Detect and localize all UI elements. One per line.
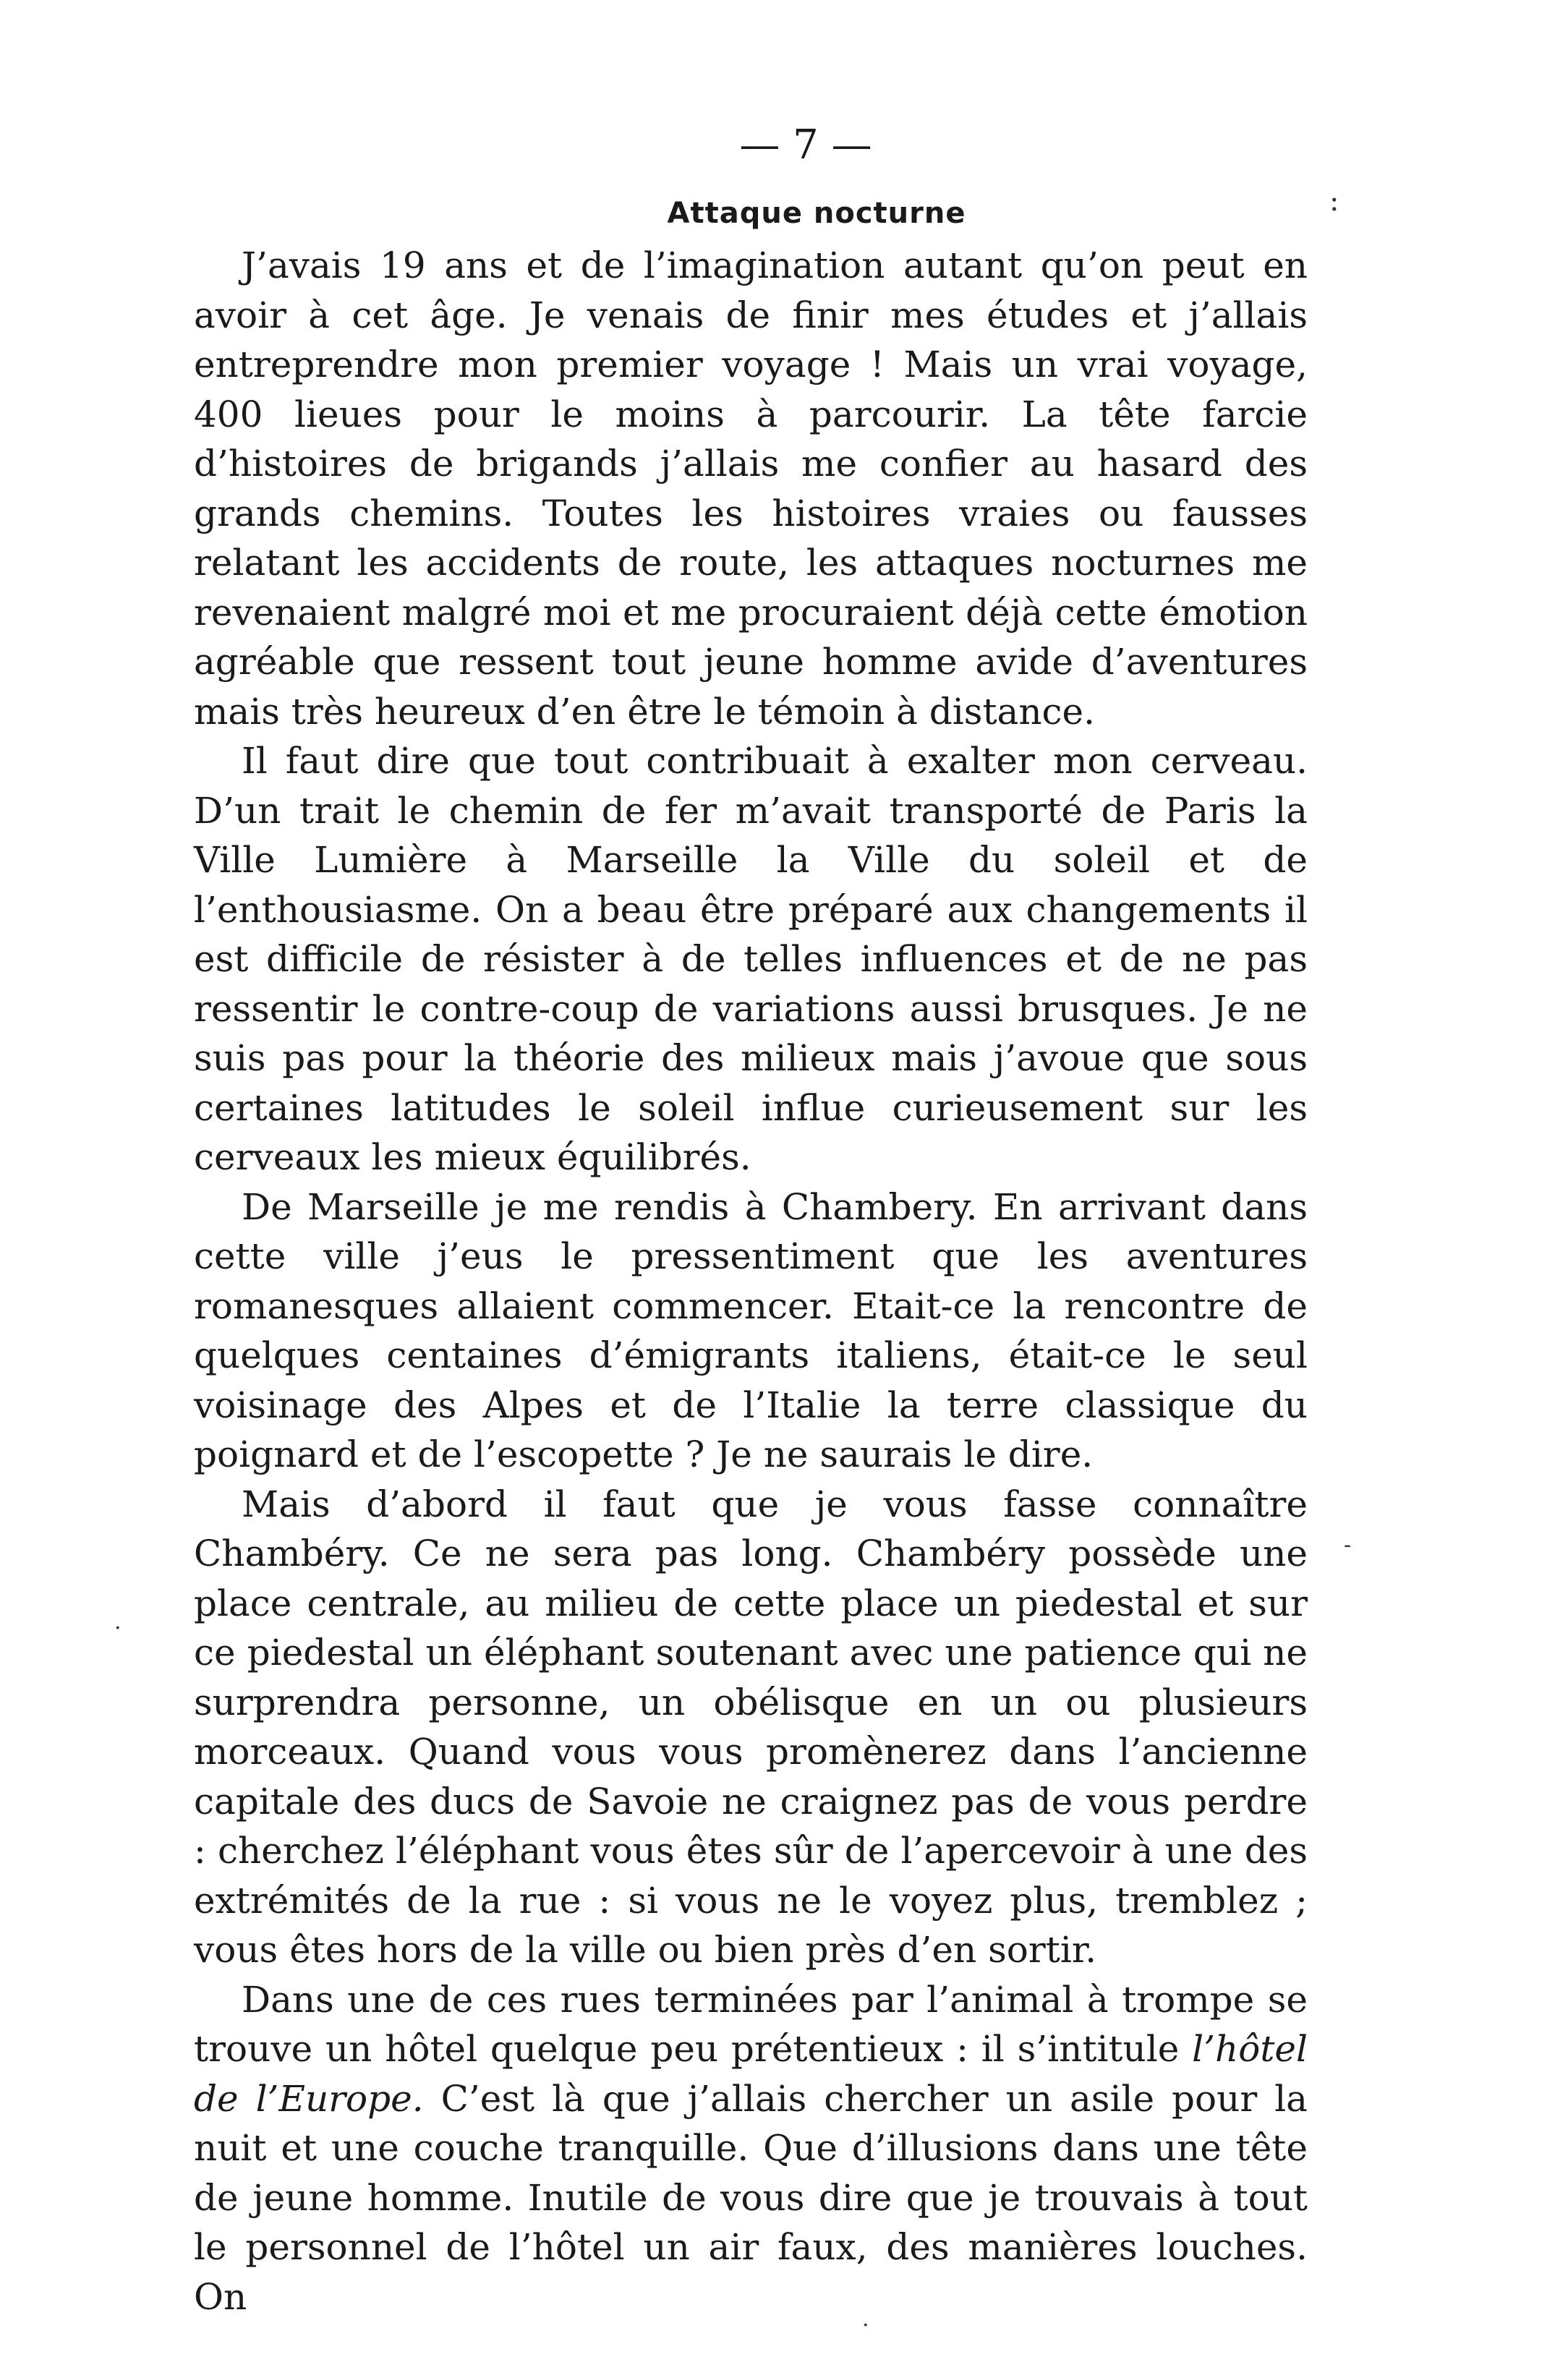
paragraph-3: De Marseille je me rendis à Chambery. En arrivant dans cette ville j’eus le pressentiment que les aventures romanesques allaient commencer. Etait-ce la rencontre de quelques centaines d’émigrants italiens, était-ce le seul voisinage des Alpes et de l’Italie la terre classique du poignard et de l’escopette ? Je ne saurais le dire.	[194, 1185, 1308, 1475]
speck-mark: .	[114, 1609, 122, 1634]
speck-mark: -	[1344, 1533, 1352, 1558]
paragraph-5-text-after: C’est là que j’allais chercher un asile pour la nuit et une couche tranquille. Que d’illusions dans une tête de jeune homme. Inutile de vous dire que je trouvais à tout le personnel de l’hôtel un air faux, des manières louches. On	[194, 2077, 1308, 2318]
body-text	[194, 241, 1308, 2322]
hotel-name-italic: l’hôtel de l’Europe.	[194, 2028, 1308, 2120]
paragraph-2: Il faut dire que tout contribuait à exalter mon cerveau. D’un trait le chemin de fer m’avait transporté de Paris la Ville Lumière à Marseille la Ville du soleil et de l’enthousiasme. On a beau être préparé aux changements il est difficile de résister à de telles influences et de ne pas ressentir le contre-coup de variations aussi brusques. Je ne suis pas pour la théorie des milieux mais j’avoue que sous certaines latitudes le soleil influe curieusement sur les cerveaux les mieux équilibrés.	[194, 740, 1308, 1178]
paragraph-5-text-before: Dans une de ces rues terminées par l’animal à trompe se trouve un hôtel quelque peu prétentieux : il s’intitule	[194, 1978, 1308, 2070]
speck-mark: .	[862, 2306, 869, 2332]
page-number: — 7 —	[739, 122, 872, 169]
chapter-title: Attaque nocturne	[667, 197, 966, 230]
speck-mark: :	[1329, 184, 1339, 218]
paragraph-4: Mais d’abord il faut que je vous fasse connaître Chambéry. Ce ne sera pas long. Chambéry possède une place centrale, au milieu de cette place un piedestal et sur ce piedestal un éléphant soutenant avec une patience qui ne surprendra personne, un obélisque en un ou plusieurs morceaux. Quand vous vous promènerez dans l’ancienne capitale des ducs de Savoie ne craignez pas de vous perdre : cherchez l’éléphant vous êtes sûr de l’apercevoir à une des extrémités de la rue : si vous ne le voyez plus, tremblez ; vous êtes hors de la ville ou bien près d’en sortir.	[194, 1483, 1308, 1971]
paragraph-1: J’avais 19 ans et de l’imagination autant qu’on peut en avoir à cet âge. Je venais de finir mes études et j’allais entreprendre mon premier voyage ! Mais un vrai voyage, 400 lieues pour le moins à parcourir. La tête farcie d’histoires de brigands j’allais me confier au hasard des grands chemins. Toutes les histoires vraies ou fausses relatant les accidents de route, les attaques nocturnes me revenaient malgré moi et me procuraient déjà cette émotion agréable que ressent tout jeune homme avide d’aventures mais très heureux d’en être le témoin à distance.	[194, 244, 1308, 733]
paragraph-5	[194, 1975, 1308, 2322]
